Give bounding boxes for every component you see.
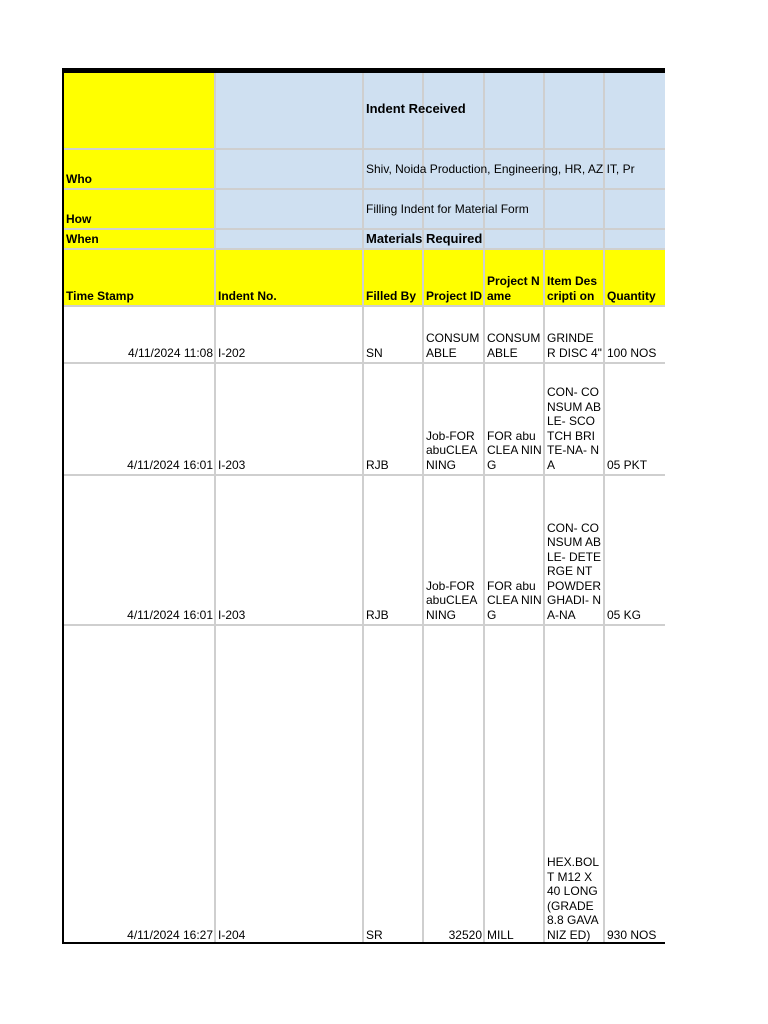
when-label[interactable]: When: [64, 230, 216, 250]
cell-indent-no[interactable]: I-203: [216, 476, 364, 626]
col-header-indent-no[interactable]: Indent No.: [216, 250, 364, 307]
cell-indent-no[interactable]: I-202: [216, 307, 364, 364]
cell-quantity[interactable]: 05 PKT: [605, 364, 665, 476]
banner-cell[interactable]: [485, 230, 545, 250]
banner-cell[interactable]: [216, 150, 364, 190]
banner-when-row: [64, 230, 665, 250]
cell-timestamp[interactable]: 4/11/2024 16:27: [64, 626, 216, 944]
banner-cell[interactable]: [216, 70, 364, 150]
banner-cell[interactable]: [545, 190, 605, 230]
cell-item-description[interactable]: GRINDER DISC 4": [545, 307, 605, 364]
banner-cell[interactable]: [216, 230, 364, 250]
cell-project-id[interactable]: 32520: [424, 626, 485, 944]
banner-title-row: [64, 70, 665, 150]
cell-item-description[interactable]: CON- CONSUM ABLE- DETERGE NT POWDER GHADI- NA-NA: [545, 476, 605, 626]
cell-indent-no[interactable]: I-204: [216, 626, 364, 944]
cell-filled-by[interactable]: SR: [364, 626, 424, 944]
cell-project-id[interactable]: Job-FOR abuCLEA NING: [424, 364, 485, 476]
who-value: Shiv, Noida Production, Engineering, HR, AZ IT, Pr: [366, 162, 635, 176]
col-header-item-description[interactable]: Item Descripti on: [545, 250, 605, 307]
cell-project-id[interactable]: Job-FOR abuCLEA NING: [424, 476, 485, 626]
page-title: Indent Received: [366, 101, 466, 116]
when-value: Materials Required: [366, 231, 483, 246]
banner-cell[interactable]: [545, 230, 605, 250]
col-header-quantity[interactable]: Quantity: [605, 250, 665, 307]
column-header-row: [64, 250, 665, 307]
banner-cell[interactable]: [216, 190, 364, 230]
banner-how-row: [64, 190, 665, 230]
cell-project-name[interactable]: MILL: [485, 626, 545, 944]
cell-filled-by[interactable]: RJB: [364, 364, 424, 476]
cell-project-name[interactable]: FOR abuCLEA NING: [485, 476, 545, 626]
banner-cell[interactable]: [545, 70, 605, 150]
cell-item-description[interactable]: HEX.BOLT M12 X 40 LONG (GRADE 8.8 GAVANIZ ED): [545, 626, 605, 944]
col-header-project-name[interactable]: Project Name: [485, 250, 545, 307]
cell-quantity[interactable]: 05 KG: [605, 476, 665, 626]
cell-timestamp[interactable]: 4/11/2024 16:01: [64, 364, 216, 476]
cell-item-description[interactable]: CON- CONSUM ABLE- SCOTCH BRITE-NA- NA: [545, 364, 605, 476]
spreadsheet: [62, 68, 665, 944]
cell-timestamp[interactable]: 4/11/2024 11:08: [64, 307, 216, 364]
banner-label-cell[interactable]: [64, 70, 216, 150]
table-row: [64, 476, 665, 626]
cell-filled-by[interactable]: SN: [364, 307, 424, 364]
col-header-time-stamp[interactable]: Time Stamp: [64, 250, 216, 307]
cell-quantity[interactable]: 100 NOS: [605, 307, 665, 364]
how-value: Filling Indent for Material Form: [366, 202, 529, 216]
how-label[interactable]: How: [64, 190, 216, 230]
cell-filled-by[interactable]: RJB: [364, 476, 424, 626]
banner-cell[interactable]: [605, 70, 665, 150]
cell-timestamp[interactable]: 4/11/2024 16:01: [64, 476, 216, 626]
col-header-filled-by[interactable]: Filled By: [364, 250, 424, 307]
cell-indent-no[interactable]: I-203: [216, 364, 364, 476]
banner-cell[interactable]: [485, 70, 545, 150]
table-row: [64, 364, 665, 476]
table-row: [64, 307, 665, 364]
who-label[interactable]: Who: [64, 150, 216, 190]
table-row: [64, 626, 665, 944]
banner-cell[interactable]: [605, 230, 665, 250]
banner-cell[interactable]: [605, 190, 665, 230]
cell-project-id[interactable]: CONSUM ABLE: [424, 307, 485, 364]
cell-quantity[interactable]: 930 NOS: [607, 927, 657, 942]
col-header-project-id[interactable]: Project ID: [424, 250, 485, 307]
cell-project-name[interactable]: CONSUM ABLE: [485, 307, 545, 364]
cell-project-name[interactable]: FOR abuCLEA NING: [485, 364, 545, 476]
banner-who-row: [64, 150, 665, 190]
